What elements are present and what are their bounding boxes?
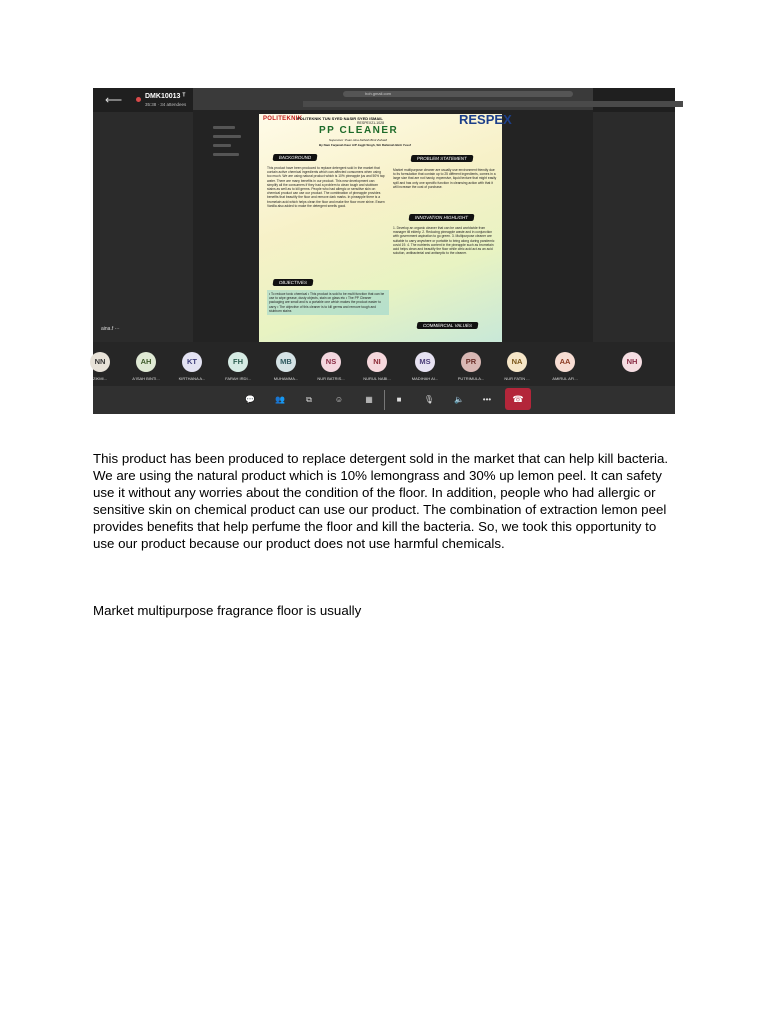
avatar: NS	[321, 352, 341, 372]
poster-heading-problem: PROBLEM STATEMENT	[411, 155, 474, 162]
participant-name: MADIHAH AI...	[411, 376, 439, 381]
avatar: AA	[555, 352, 575, 372]
avatar: PR	[461, 352, 481, 372]
speaker-icon[interactable]: 🔈	[454, 395, 464, 404]
controls-divider	[384, 390, 385, 410]
document-paragraph-2: Market multipurpose fragrance floor is usually	[93, 603, 362, 618]
recording-dot-icon	[136, 97, 141, 102]
mic-muted-icon[interactable]: 🎙	[423, 395, 435, 404]
avatar: NI	[367, 352, 387, 372]
camera-off-icon[interactable]: ■	[396, 395, 402, 404]
meeting-meta: 35:38 · 34 attendees	[145, 102, 187, 107]
poster-heading-innovation: INNOVATION HIGHLIGHT	[409, 214, 475, 221]
poster-badge: RESPEX	[459, 112, 512, 127]
participant-tile[interactable]	[406, 342, 444, 384]
document-paragraph-1: This product has been produced to replace detergent sold in the market that can help kill bacteria. We are using the natural product which is 10% lemongrass and 30% up lemon peel. It can safety use it without any worries about the condition of the floor. In addition, people who had allergic or sensitive skin on chemical product can use our product. The combination of extraction lemon peel provides benefits that help perfume the floor and kill the bacteria. So, we took this opportunity to use our product because our product does not use harmful chemicals.	[93, 451, 669, 551]
call-controls-bar	[93, 386, 675, 414]
avatar: NA	[507, 352, 527, 372]
poster-logo: POLITEKNIK	[263, 116, 303, 122]
avatar: NH	[622, 352, 642, 372]
participant-name: KIRTHANA A...	[178, 376, 206, 381]
poster-objectives-text: • To reduce toxic chemical • This product is sold to be multi function that can be use to wipe grease, dusty objects, stain on glass etc • The PP Cleaner packaging are small and is a portable one which makes the product easier to carry • The objective of this cleaner is to kill germs and remove tough and stubborn stains	[267, 290, 389, 315]
reactions-icon[interactable]: ☺	[334, 395, 344, 404]
avatar: MS	[415, 352, 435, 372]
end-call-button[interactable]: ☎	[505, 388, 531, 410]
participant-tile[interactable]	[173, 342, 211, 384]
participant-tile[interactable]	[219, 342, 257, 384]
participant-name: FARAH IRDI...	[225, 376, 251, 381]
participant-tile[interactable]	[358, 342, 396, 384]
participant-tile[interactable]	[81, 342, 119, 384]
participant-tile[interactable]	[452, 342, 490, 384]
participant-tile[interactable]	[498, 342, 536, 384]
share-screen-icon[interactable]: ⧉	[306, 395, 312, 404]
presenter-label: aina.f ···	[101, 326, 120, 332]
people-icon[interactable]: 👥	[275, 395, 285, 404]
participant-row	[93, 342, 675, 386]
participant-name: ZIKMI...	[93, 376, 107, 381]
shared-chat-preview	[213, 126, 243, 236]
participant-name: NUR BATRIS...	[317, 376, 345, 381]
participant-name: MUHAMMA...	[273, 376, 299, 381]
more-options-icon[interactable]: •••	[482, 395, 492, 404]
poster-institution: POLITEKNIK TUN SYED NASIR SYED ISMAIL	[297, 116, 383, 121]
chat-icon[interactable]: 💬	[245, 395, 255, 404]
participant-tile[interactable]	[613, 342, 651, 384]
avatar: AH	[136, 352, 156, 372]
participant-name: NURUL NABI...	[363, 376, 391, 381]
poster-innovation-text: 1. Develop an organic cleaner that can be used worldwide from manager till elderly. 2. Reducing pineapple waste and in conjunction with government aspiration to go green. 3. Multipurpose cleaner are suitable to carry anywhere or portable to bring along during pandemic covid 19. 4. The nutrients content in the pineapple such as bromelain acid helps clean and beautify the floor while citric acid act as an acid solution, antibacterial and antiseptic to the cleaner.	[393, 226, 495, 256]
poster-problem-text: Market multipurpose cleaner are usually use environment friendly due to its formulation that contain up to 25 different ingredients, comes in a large size that are not handy, expensive, liquid texture that might easily spill and has only one specific function in cleansing action with that it will increase the cost of purchase.	[393, 168, 497, 189]
shared-browser-bar	[193, 88, 593, 110]
poster-code: RESPEX21-1028	[357, 121, 385, 125]
participant-tile[interactable]	[127, 342, 165, 384]
participant-tile[interactable]	[312, 342, 350, 384]
poster-background-text: This product have been produced to replace detergent sold in the market that contain active chemical ingredients which can affected consumers when using too much. We are using natural product which is 10% pineapple jus and 50% tap water. There are many benefits in our product. This new development can simplify all the consumers if they had a problem to clean tough and stubborn stains as well as to kill germs. People who had allergic or sensitive skin on chemical product can use our product. The combination of pineapple provides benefits that beautify the floor and remove dark marks. In pineapple there is a bromelain acid which helps clean the floor and make the floor more shine. Essen Vanilla also added to make the detergent smells good.	[267, 166, 385, 208]
participant-name: NUR FATIN ...	[504, 376, 530, 381]
poster-authors: By Nam Farjanah Kaur A/P Jagjit Singh, Siti Rahimah Binti Yusof	[319, 143, 411, 147]
back-arrow-icon[interactable]: ⟵	[105, 93, 123, 107]
poster-heading-commercial: COMMERCIAL VALUES	[417, 322, 479, 329]
browser-tab-strip	[303, 101, 683, 107]
avatar: NN	[90, 352, 110, 372]
participant-name: AMIRUL AFI...	[552, 376, 578, 381]
meeting-id: DMK10013 ᵀ	[145, 93, 186, 100]
view-options-icon[interactable]: ▦	[365, 395, 373, 404]
shared-poster	[259, 112, 512, 342]
avatar: FH	[228, 352, 248, 372]
participant-tile[interactable]	[546, 342, 584, 384]
participant-name: A'ISAH BINTI...	[132, 376, 160, 381]
avatar: KT	[182, 352, 202, 372]
poster-title: PP CLEANER	[319, 125, 399, 136]
avatar: MB	[276, 352, 296, 372]
address-bar-url: hoh.gmail.com	[365, 91, 392, 96]
participant-tile[interactable]	[267, 342, 305, 384]
participant-name: PUTRIMULA...	[457, 376, 485, 381]
poster-heading-objectives: OBJECTIVES	[273, 279, 314, 286]
poster-heading-background: BACKGROUND	[273, 154, 318, 161]
meeting-screenshot	[93, 88, 675, 414]
poster-supervisor: Supervisor :Puan Aina Fathiah Binti Zuhaidi	[329, 138, 387, 142]
